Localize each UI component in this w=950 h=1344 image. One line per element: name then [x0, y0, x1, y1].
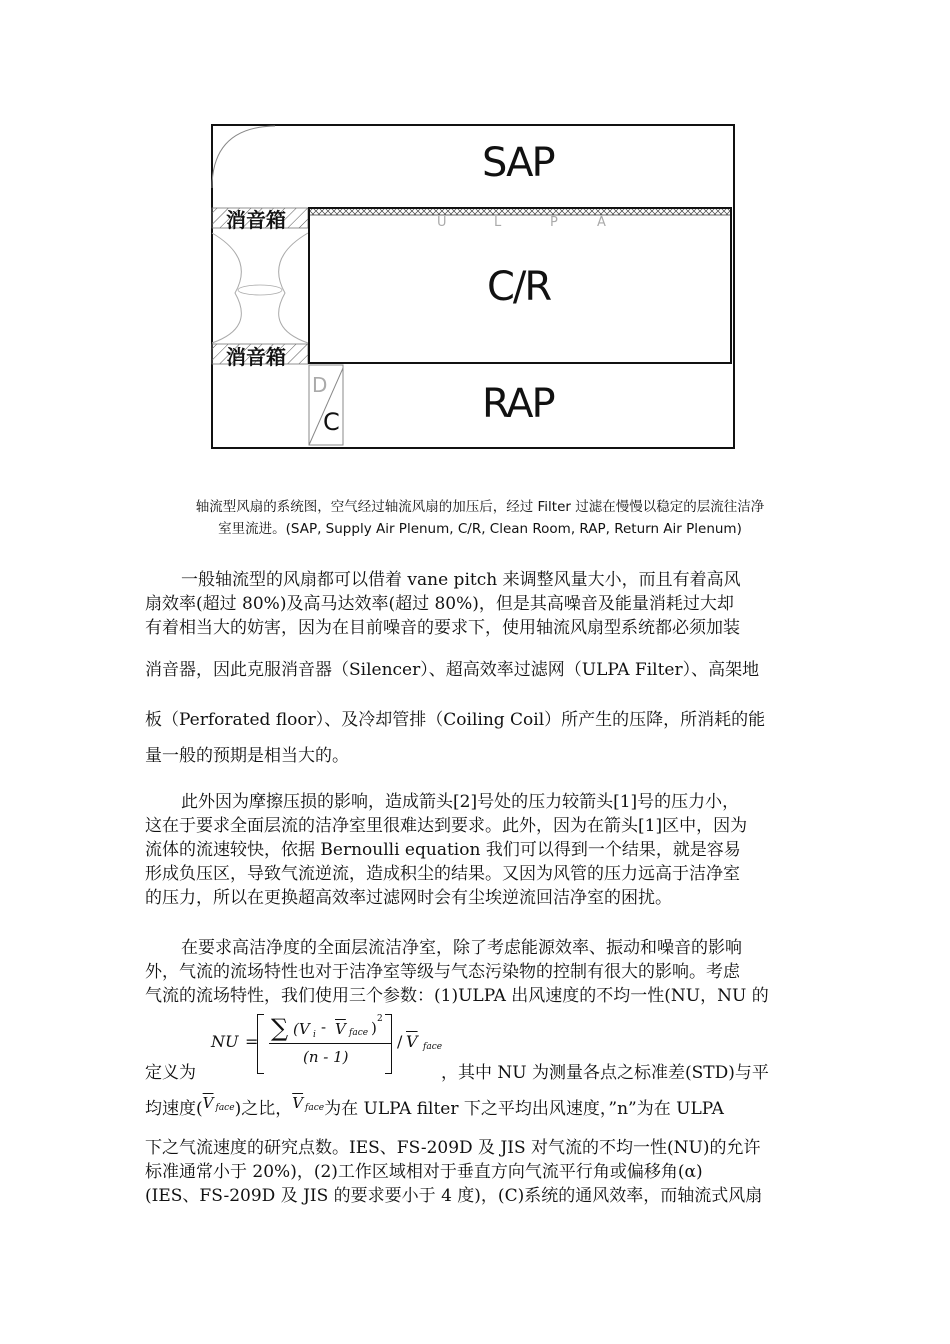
paragraph-line: (IES、FS-209D 及 JIS 的要求要小于 4 度)，(C)系统的通风效率，而轴流式风扇 — [145, 1186, 763, 1206]
rap-label: RAP — [482, 381, 554, 427]
formula-slash: / — [397, 1032, 403, 1051]
paragraph-3-line-5 — [145, 1094, 810, 1122]
fan-icon — [238, 285, 282, 295]
formula-vi: (V — [293, 1020, 310, 1038]
ulpa-letter-p: P — [550, 215, 558, 230]
paragraph-line: 外，气流的流场特性也对于洁净室等级与气态污染物的控制有很大的影响。考虑 — [145, 962, 740, 982]
paragraph-line: 气流的流场特性，我们使用三个参数：(1)ULPA 出风速度的不均一性(NU，NU 的 — [145, 986, 769, 1006]
defined-as-label: 定义为 — [145, 1063, 196, 1083]
paragraph-line: 板（Perforated floor）、及冷却管排（Coiling Coil）所产生的压降，所消耗的能 — [145, 710, 766, 730]
ulpa-filter-strip — [309, 208, 731, 215]
formula-square: 2 — [377, 1014, 383, 1024]
muffler-bottom-label: 消音箱 — [226, 345, 286, 369]
inline-face-2: face — [305, 1103, 325, 1113]
paragraph-3-tail — [145, 1136, 810, 1208]
ulpa-letter-l: L — [494, 215, 502, 230]
dry-coil-d-label: D — [312, 373, 328, 397]
airflow-system-diagram — [205, 118, 745, 458]
after-formula-text: ，其中 NU 为测量各点之标准差(STD)与平 — [441, 1063, 769, 1083]
sap-label: SAP — [482, 140, 554, 186]
paragraph-3 — [145, 936, 810, 1008]
formula-sigma: ∑ — [271, 1014, 289, 1042]
paragraph-line: 的压力，所以在更换超高效率过滤网时会有尘埃逆流回洁净室的困扰。 — [145, 888, 672, 908]
caption-line-2: 室里流进。(SAP, Supply Air Plenum, C/R, Clean Room, RAP, Return Air Plenum) — [218, 521, 742, 537]
formula-vbar-den: $\overline{V}$ — [406, 1032, 418, 1051]
paragraph-line: 有着相当大的妨害，因为在目前噪音的要求下，使用轴流风扇型系统都必须加装 — [145, 618, 740, 638]
inline-vbar-2: $\overline{V}$ — [292, 1094, 304, 1112]
paragraph-line: 此外因为摩擦压损的影响，造成箭头[2]号处的压力较箭头[1]号的压力小， — [181, 792, 740, 812]
formula-nu: NU — [211, 1032, 239, 1051]
paragraph-1 — [145, 568, 810, 768]
formula-vbar-num: $\overline{V}$ — [335, 1020, 346, 1038]
paragraph-line: 一般轴流型的风扇都可以借着 vane pitch 来调整风量大小，而且有着高风 — [181, 570, 741, 590]
inline-face-1: face — [215, 1103, 235, 1113]
formula-right-bracket — [385, 1014, 392, 1074]
ulpa-letter-u: U — [437, 215, 447, 230]
figure-caption — [140, 496, 820, 540]
paragraph-line: 下之气流速度的研究点数。IES、FS-209D 及 JIS 对气流的不均一性(NU)的允许 — [145, 1138, 761, 1158]
formula-minus: - — [321, 1018, 327, 1036]
paragraph-2 — [145, 790, 810, 910]
paragraph-line: 这在于要求全面层流的洁净室里很难达到要求。此外，因为在箭头[1]区中，因为 — [145, 816, 748, 836]
formula-i-sub: i — [313, 1030, 316, 1040]
line5-part-a: 均速度( — [145, 1099, 203, 1119]
paragraph-line: 标准通常小于 20%)，(2)工作区域相对于垂直方向气流平行角或偏移角(α) — [145, 1162, 703, 1182]
fan-outline — [212, 233, 241, 343]
paragraph-line: 形成负压区，导致气流逆流，造成积尘的结果。又因为风管的压力远高于洁净室 — [145, 864, 740, 884]
inline-vbar-1: $\overline{V}$ — [202, 1094, 214, 1112]
corner-arc — [212, 126, 275, 188]
cr-label: C/R — [487, 264, 551, 310]
caption-line-1: 轴流型风扇的系统图，空气经过轴流风扇的加压后，经过 Filter 过滤在慢慢以稳定的层流往洁净 — [195, 499, 765, 515]
line5-part-c: 为在 ULPA filter 下之平均出风速度，”n”为在 ULPA — [324, 1099, 724, 1119]
formula-face-num: face — [349, 1028, 369, 1038]
formula-eq: = — [245, 1032, 259, 1051]
paragraph-line: 扇效率(超过 80%)及高马达效率(超过 80%)，但是其高噪音及能量消耗过大却 — [145, 594, 734, 614]
formula-denominator: (n - 1) — [303, 1048, 349, 1066]
fraction-bar — [269, 1043, 391, 1044]
ulpa-letter-a: A — [597, 215, 606, 230]
outer-frame — [212, 125, 734, 448]
dry-coil-c-label: C — [323, 408, 340, 436]
formula-left-bracket — [257, 1014, 264, 1074]
muffler-top-label: 消音箱 — [226, 208, 286, 232]
paragraph-line: 量一般的预期是相当大的。 — [145, 746, 349, 766]
paragraph-line: 流体的流速较快，依据 Bernoulli equation 我们可以得到一个结果，就是容易 — [145, 840, 741, 860]
nu-formula — [145, 1010, 810, 1083]
line5-part-b: )之比， — [234, 1099, 293, 1119]
paragraph-line: 在要求高洁净度的全面层流洁净室，除了考虑能源效率、振动和噪音的影响 — [181, 938, 742, 958]
formula-close-paren: ) — [371, 1019, 377, 1037]
paragraph-line: 消音器，因此克服消音器（Silencer）、超高效率过滤网（ULPA Filter）、高架地 — [145, 660, 760, 680]
formula-face-den: face — [423, 1042, 443, 1052]
